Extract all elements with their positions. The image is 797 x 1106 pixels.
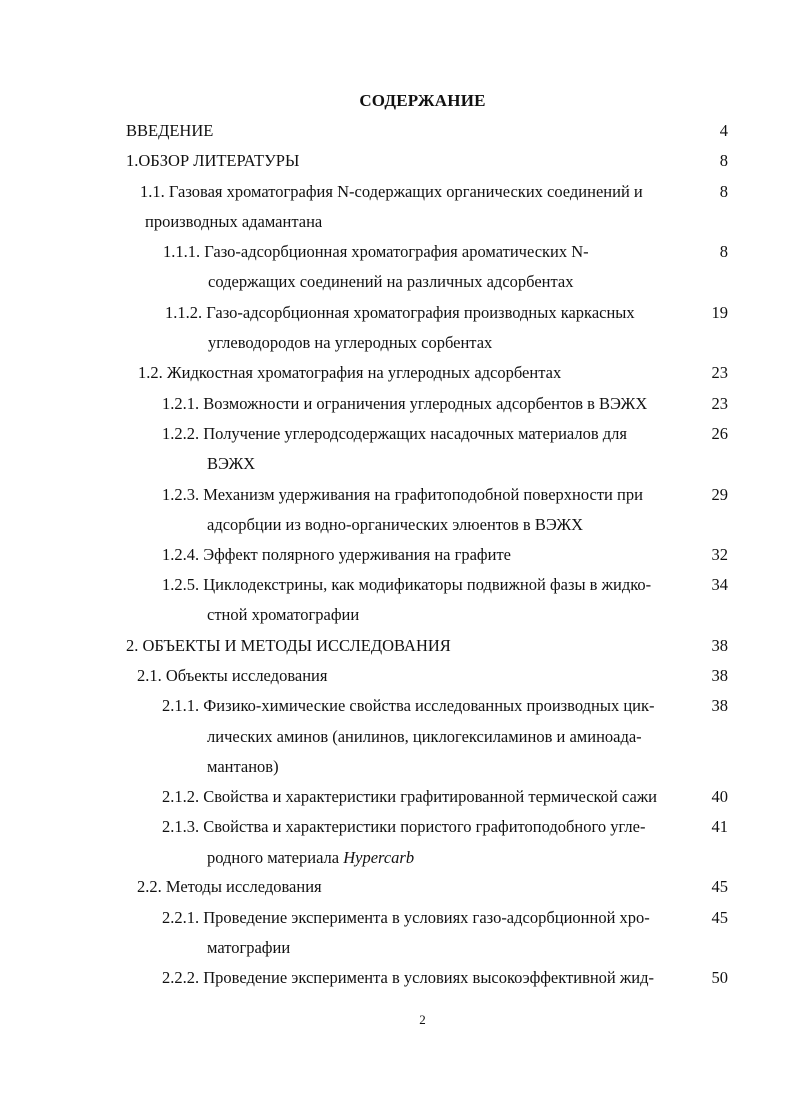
toc-entry-text: содержащих соединений на различных адсорбентах: [208, 272, 574, 291]
toc-entry-text: родного материала: [207, 848, 340, 867]
toc-entry-page-number: 23: [711, 394, 728, 413]
toc-entry-line: [207, 605, 359, 625]
toc-entry-text: стной хроматографии: [207, 605, 360, 624]
toc-entry-line: [207, 938, 290, 958]
toc-entry-page-number: 50: [711, 968, 728, 987]
toc-entry-page-number: 45: [711, 908, 728, 927]
toc-entry-page-number: 45: [711, 877, 728, 896]
toc-entry-italic-term: Hypercarb: [343, 848, 415, 867]
toc-entry-line: [162, 817, 645, 837]
toc-entry-line: [162, 394, 647, 414]
toc-entry-line: [163, 242, 589, 262]
toc-entry-line: [207, 848, 414, 868]
toc-entry-page-number: 19: [711, 303, 728, 322]
toc-entry-text: мантанов): [207, 757, 279, 776]
toc-entry-line: [162, 575, 651, 595]
toc-entry-line: [137, 877, 322, 897]
toc-entry-line: [207, 454, 255, 474]
toc-entry-line: [162, 787, 657, 807]
toc-entry-text: 2.2. Методы исследования: [137, 877, 322, 896]
toc-entry-page-number: 8: [719, 182, 728, 201]
toc-entry-page-number: 8: [719, 242, 728, 261]
toc-entry-text: 2.2.2. Проведение эксперимента в условиях высокоэффективной жид-: [162, 968, 655, 987]
page-number-footer: 2: [419, 1012, 426, 1027]
toc-entry-page-number: 34: [711, 575, 728, 594]
toc-entry-page-number: 29: [711, 485, 728, 504]
toc-entry-line: [208, 333, 492, 353]
toc-entry-text: 2. ОБЪЕКТЫ И МЕТОДЫ ИССЛЕДОВАНИЯ: [126, 636, 451, 655]
toc-entry-text: 2.1. Объекты исследования: [137, 666, 328, 685]
toc-entry-line: [208, 272, 573, 292]
toc-entry-text: ВВЕДЕНИЕ: [126, 121, 214, 140]
toc-entry-page-number: 8: [719, 151, 728, 170]
toc-entry-text: матографии: [207, 938, 291, 957]
toc-entry-line: [137, 666, 327, 686]
toc-entry-page-number: 26: [711, 424, 728, 443]
toc-entry-line: [207, 757, 279, 777]
toc-entry-line: [207, 515, 583, 535]
toc-entry-page-number: 23: [711, 363, 728, 382]
toc-entry-line: [138, 363, 561, 383]
toc-entry-text: 1.2.4. Эффект полярного удерживания на графите: [162, 545, 511, 564]
toc-entry-line: [162, 968, 654, 988]
toc-entry-page-number: 38: [711, 666, 728, 685]
toc-entry-line: [126, 151, 299, 171]
toc-entry-page-number: 38: [711, 696, 728, 715]
toc-entry-text: 1.2.1. Возможности и ограничения углеродных адсорбентов в ВЭЖХ: [162, 394, 648, 413]
toc-entry-text: 2.1.3. Свойства и характеристики пористого графитоподобного угле-: [162, 817, 646, 836]
toc-entry-text: 1.1.1. Газо-адсорбционная хроматография ароматических N-: [163, 242, 589, 261]
toc-entry-page-number: 4: [719, 121, 728, 140]
toc-entry-page-number: 38: [711, 636, 728, 655]
toc-entry-line: [126, 121, 213, 141]
toc-entry-text: 2.2.1. Проведение эксперимента в условиях газо-адсорбционной хро-: [162, 908, 650, 927]
toc-entry-page-number: 32: [711, 545, 728, 564]
toc-entry-page-number: 41: [711, 817, 728, 836]
toc-entry-text: 1.ОБЗОР ЛИТЕРАТУРЫ: [126, 151, 300, 170]
toc-entry-page-number: 40: [711, 787, 728, 806]
toc-entry-line: [207, 727, 642, 747]
toc-entry-text: 1.2.5. Циклодекстрины, как модификаторы подвижной фазы в жидко-: [162, 575, 652, 594]
toc-entry-text: 1.2.2. Получение углеродсодержащих насадочных материалов для: [162, 424, 628, 443]
toc-entry-line: [162, 485, 643, 505]
toc-entry-text: ВЭЖХ: [207, 454, 256, 473]
toc-entry-text: 2.1.1. Физико-химические свойства исследованных производных цик-: [162, 696, 655, 715]
toc-entry-line: [145, 212, 322, 232]
page-title: СОДЕРЖАНИЕ: [359, 91, 486, 110]
toc-entry-text: углеводородов на углеродных сорбентах: [208, 333, 493, 352]
toc-entry-text: 1.2.3. Механизм удерживания на графитоподобной поверхности при: [162, 485, 643, 504]
toc-entry-line: [162, 424, 627, 444]
toc-entry-line: [140, 182, 643, 202]
toc-entry-text: 1.2. Жидкостная хроматография на углеродных адсорбентах: [138, 363, 562, 382]
toc-entry-line: [165, 303, 635, 323]
toc-entry-text: 2.1.2. Свойства и характеристики графитированной термической сажи: [162, 787, 657, 806]
toc-entry-line: [162, 908, 650, 928]
toc-entry-line: [162, 696, 655, 716]
toc-entry-text: производных адамантана: [145, 212, 323, 231]
toc-entry-text: 1.1. Газовая хроматография N-содержащих органических соединений и: [140, 182, 643, 201]
toc-entry-line: [162, 545, 511, 565]
toc-entry-line: [126, 636, 451, 656]
toc-entry-text: лических аминов (анилинов, циклогексиламинов и аминоада-: [207, 727, 642, 746]
toc-entry-text: 1.1.2. Газо-адсорбционная хроматография производных каркасных: [165, 303, 635, 322]
toc-entry-text: адсорбции из водно-органических элюентов в ВЭЖХ: [207, 515, 584, 534]
